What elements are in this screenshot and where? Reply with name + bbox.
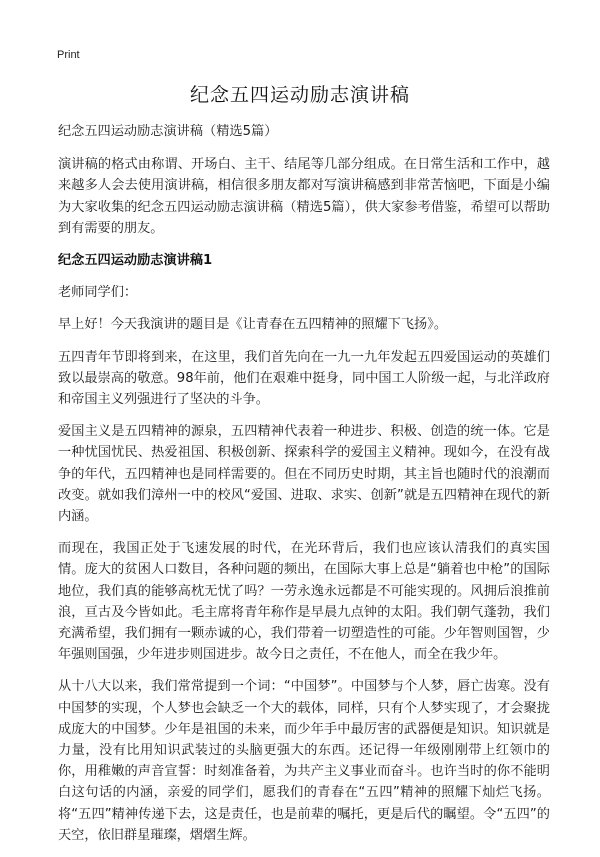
document-title: 纪念五四运动励志演讲稿 [189,84,410,106]
document-body [58,121,550,857]
print-link[interactable]: Print [57,49,80,61]
intro-paragraph: 演讲稿的格式由称谓、开场白、主干、结尾等几部分组成。在日常生活和工作中，越来越多人会去使用演讲稿，相信很多朋友都对写演讲稿感到非常苦恼吧，下面是小编为大家收集的纪念五四运动励志演讲稿（精选5篇），供大家参考借鉴，希望可以帮助到有需要的朋友。 [58,157,550,236]
section-heading: 纪念五四运动励志演讲稿1 [58,253,213,269]
body-paragraph: 爱国主义是五四精神的源泉，五四精神代表着一种进步、积极、创造的统一体。它是一种忧国忧民、热爱祖国、积极创新、探索科学的爱国主义精神。现如今，在没有战争的年代，五四精神也是同样需要的。但在不同历史时期，其主旨也随时代的浪潮而改变。就如我们漳州一中的校风“爱国、进取、求实、创新”就是五四精神在现代的新内涵。 [58,424,550,525]
body-paragraph: 五四青年节即将到来，在这里，我们首先向在一九一九年发起五四爱国运动的英雄们致以最崇高的敬意。98年前，他们在艰难中挺身，同中国工人阶级一起，与北洋政府和帝国主义列强进行了坚决的斗争。 [58,349,550,408]
body-paragraph: 从十八大以来，我们常常提到一个词：“中国梦”。中国梦与个人梦，唇亡齿寒。没有中国梦的实现，个人梦也会缺乏一个大的载体，同样，只有个人梦实现了，才会聚拢成庞大的中国梦。少年是祖国的未来，而少年手中最厉害的武器便是知识。知识就是力量，没有比用知识武装过的头脑更强大的东西。还记得一年级刚刚带上红领巾的你，用稚嫩的声音宣誓：时刻准备着，为共产主义事业而奋斗。也许当时的你不能明白这句话的内涵，亲爱的同学们，愿我们的青春在“五四”精神的照耀下灿烂飞扬。将“五四”精神传递下去，这是责任，也是前辈的嘱托，更是后代的瞩望。令“五四”的天空，依旧群星璀璨，熠熠生辉。 [58,679,550,843]
opening-paragraph: 早上好！今天我演讲的题目是《让青春在五四精神的照耀下飞扬》。 [58,317,448,333]
document-subtitle: 纪念五四运动励志演讲稿（精选5篇） [58,124,278,139]
body-paragraph: 而现在，我国正处于飞速发展的时代，在光环背后，我们也应该认清我们的真实国情。庞大的贫困人口数目，各种问题的频出，在国际大事上总是“躺着也中枪”的国际地位，我们真的能够高枕无忧了吗？一劳永逸永远都是不可能实现的。风拥后浪推前浪，亘古及今皆如此。毛主席将青年称作是早晨九点钟的太阳。我们朝气蓬勃，我们充满希望，我们拥有一颗赤诚的心，我们带着一切塑造性的可能。少年智则国智，少年强则国强，少年进步则国进步。故今日之责任，不在他人，而全在我少年。 [58,541,550,663]
greeting-paragraph: 老师同学们： [58,285,138,301]
